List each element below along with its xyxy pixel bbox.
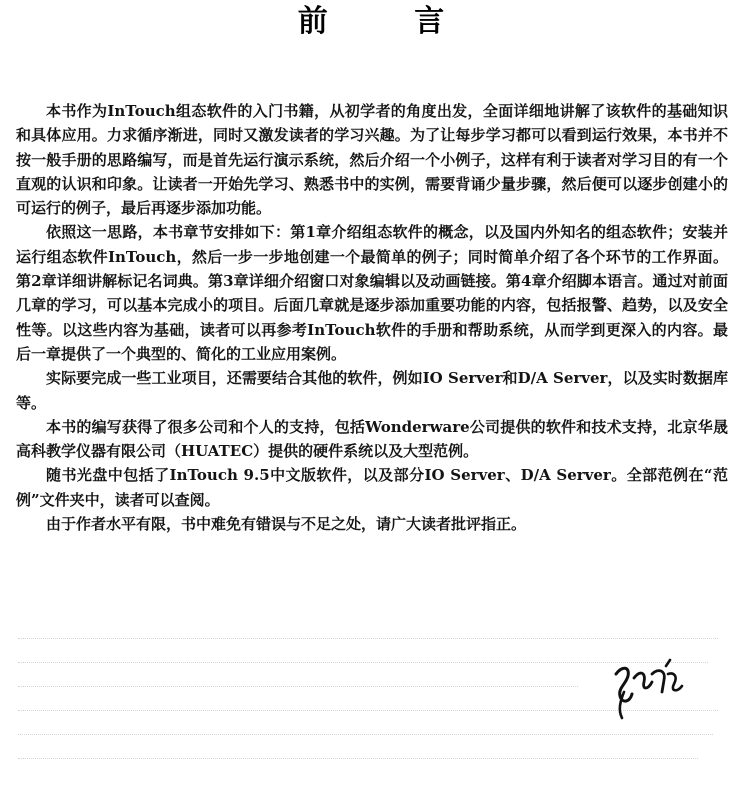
- paragraph-chapters: 依照这一思路，本书章节安排如下：第1章介绍组态软件的概念，以及国内外知名的组态软件；安装并运行组态软件InTouch，然后一步一步地创建一个最简单的例子；同时简单介绍了各个环节的工作界面。第2章详细讲解标记名词典。第3章详细介绍窗口对象编辑以及动画链接。第4章介绍脚本语言。通过对前面几章的学习，可以基本完成小的项目。后面几章就是逐步添加重要功能的内容，包括报警、趋势，以及安全性等。以这些内容为基础，读者可以再参考InTouch软件的手册和帮助系统，从而学到更深入的内容。最后一章提供了一个典型的、简化的工业应用案例。: [16, 223, 728, 363]
- paragraph-cdrom: 随书光盘中包括了InTouch 9.5中文版软件，以及部分IO Server、D/A Server。全部范例在“范例”文件夹中，读者可以查阅。: [16, 466, 728, 509]
- paragraph-closing: 由于作者水平有限，书中难免有错误与不足之处，请广大读者批评指正。: [46, 515, 527, 534]
- page-title: 前 言: [297, 4, 483, 39]
- paragraph-intro: 本书作为InTouch组态软件的入门书籍，从初学者的角度出发，全面详细地讲解了该软件的基础知识和具体应用。力求循序渐进，同时又激发读者的学习兴趣。为了让每步学习都可以看到运行效果，本书并不按一般手册的思路编写，而是首先运行演示系统，然后介绍一个小例子，这样有利于读者对学习目的有一个直观的认识和印象。让读者一开始先学习、熟悉书中的实例，需要背诵少量步骤，然后便可以逐步创建小的可运行的例子，最后再逐步添加功能。: [16, 102, 728, 218]
- author-signature: [608, 652, 686, 720]
- paragraph-acknowledgement: 本书的编写获得了很多公司和个人的支持，包括Wonderware公司提供的软件和技术支持，北京华晟高科教学仪器有限公司（HUATEC）提供的硬件系统以及大型范例。: [16, 417, 728, 461]
- paragraph-other-software: 实际要完成一些工业项目，还需要结合其他的软件，例如IO Server和D/A Server，以及实时数据库等。: [16, 369, 728, 412]
- body-text: [16, 99, 728, 536]
